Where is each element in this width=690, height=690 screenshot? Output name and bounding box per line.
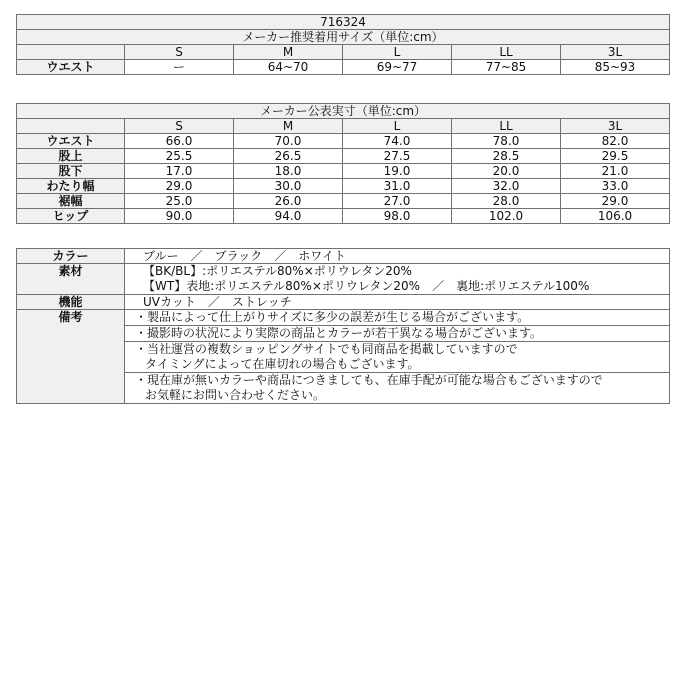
- table-cell: 18.0: [234, 164, 343, 179]
- table-cell: 28.5: [452, 149, 561, 164]
- table-row: [17, 149, 670, 164]
- table-cell: 26.0: [234, 194, 343, 209]
- table-cell: 30.0: [234, 179, 343, 194]
- row-label: ヒップ: [17, 209, 125, 224]
- table-cell: 82.0: [561, 134, 670, 149]
- table-cell: 29.0: [125, 179, 234, 194]
- size-header: L: [343, 45, 452, 60]
- table-cell: 98.0: [343, 209, 452, 224]
- table-row: [17, 295, 670, 310]
- note-text: ・撮影時の状況により実際の商品とカラーが若干異なる場合がございます。: [135, 326, 543, 340]
- notes-label: 備考: [17, 310, 125, 404]
- table-cell: 28.0: [452, 194, 561, 209]
- table-row: [17, 209, 670, 224]
- size-header: M: [234, 45, 343, 60]
- color-label: カラー: [17, 249, 125, 264]
- table-cell: 26.5: [234, 149, 343, 164]
- size-header: L: [343, 119, 452, 134]
- function-value: UVカット ／ ストレッチ: [125, 295, 670, 310]
- table-row: [17, 194, 670, 209]
- product-info-table: [16, 248, 670, 404]
- table-row: [17, 249, 670, 264]
- row-label: ウエスト: [17, 60, 125, 75]
- table-cell: 19.0: [343, 164, 452, 179]
- table-cell: 69~77: [343, 60, 452, 75]
- material-label: 素材: [17, 264, 125, 295]
- size-header: 3L: [561, 119, 670, 134]
- material-line: 【WT】表地:ポリエステル80%×ポリウレタン20% ／ 裏地:ポリエステル100%: [143, 279, 590, 293]
- row-label: 股上: [17, 149, 125, 164]
- table-row: [17, 179, 670, 194]
- table-cell: 66.0: [125, 134, 234, 149]
- note-item: [125, 342, 670, 373]
- size-header: LL: [452, 45, 561, 60]
- table-cell: 29.0: [561, 194, 670, 209]
- table-row: [17, 60, 670, 75]
- table-cell: 70.0: [234, 134, 343, 149]
- table-cell: 21.0: [561, 164, 670, 179]
- note-item: [125, 326, 670, 342]
- table-cell: 32.0: [452, 179, 561, 194]
- recommended-title: メーカー推奨着用サイズ（単位:cm）: [17, 30, 670, 45]
- table-cell: 94.0: [234, 209, 343, 224]
- table-row: [17, 264, 670, 295]
- table-cell: 27.5: [343, 149, 452, 164]
- note-text-cont: お気軽にお問い合わせください。: [145, 388, 326, 402]
- note-item: [125, 373, 670, 404]
- material-value: [125, 264, 670, 295]
- table-cell: 106.0: [561, 209, 670, 224]
- function-label: 機能: [17, 295, 125, 310]
- table-cell: 90.0: [125, 209, 234, 224]
- actual-title: メーカー公表実寸（単位:cm）: [17, 104, 670, 119]
- size-header: S: [125, 45, 234, 60]
- size-header: S: [125, 119, 234, 134]
- recommended-size-table: [16, 14, 670, 75]
- note-item: [125, 310, 670, 326]
- table-cell: 17.0: [125, 164, 234, 179]
- table-cell: 77~85: [452, 60, 561, 75]
- table-cell: 64~70: [234, 60, 343, 75]
- table-row: [17, 164, 670, 179]
- corner-cell: [17, 45, 125, 60]
- table-row: [17, 310, 670, 326]
- size-header: LL: [452, 119, 561, 134]
- product-code: 716324: [17, 15, 670, 30]
- note-text-cont: タイミングによって在庫切れの場合もございます。: [145, 357, 420, 371]
- corner-cell: [17, 119, 125, 134]
- table-cell: 85~93: [561, 60, 670, 75]
- table-cell: 20.0: [452, 164, 561, 179]
- row-label: ウエスト: [17, 134, 125, 149]
- actual-size-table: [16, 103, 670, 224]
- table-cell: 25.5: [125, 149, 234, 164]
- size-header: 3L: [561, 45, 670, 60]
- table-cell: 29.5: [561, 149, 670, 164]
- color-value: ブルー ／ ブラック ／ ホワイト: [125, 249, 670, 264]
- table-cell: 78.0: [452, 134, 561, 149]
- row-label: 裾幅: [17, 194, 125, 209]
- table-cell: ー: [125, 60, 234, 75]
- row-label: 股下: [17, 164, 125, 179]
- table-cell: 74.0: [343, 134, 452, 149]
- note-text: ・当社運営の複数ショッピングサイトでも同商品を掲載していますので: [135, 342, 518, 356]
- table-cell: 31.0: [343, 179, 452, 194]
- note-text: ・現在庫が無いカラーや商品につきましても、在庫手配が可能な場合もございますので: [135, 373, 603, 387]
- table-cell: 25.0: [125, 194, 234, 209]
- table-cell: 33.0: [561, 179, 670, 194]
- table-cell: 27.0: [343, 194, 452, 209]
- material-line: 【BK/BL】:ポリエステル80%×ポリウレタン20%: [143, 264, 412, 278]
- size-header: M: [234, 119, 343, 134]
- table-cell: 102.0: [452, 209, 561, 224]
- table-row: [17, 134, 670, 149]
- note-text: ・製品によって仕上がりサイズに多少の誤差が生じる場合がございます。: [135, 310, 530, 324]
- row-label: わたり幅: [17, 179, 125, 194]
